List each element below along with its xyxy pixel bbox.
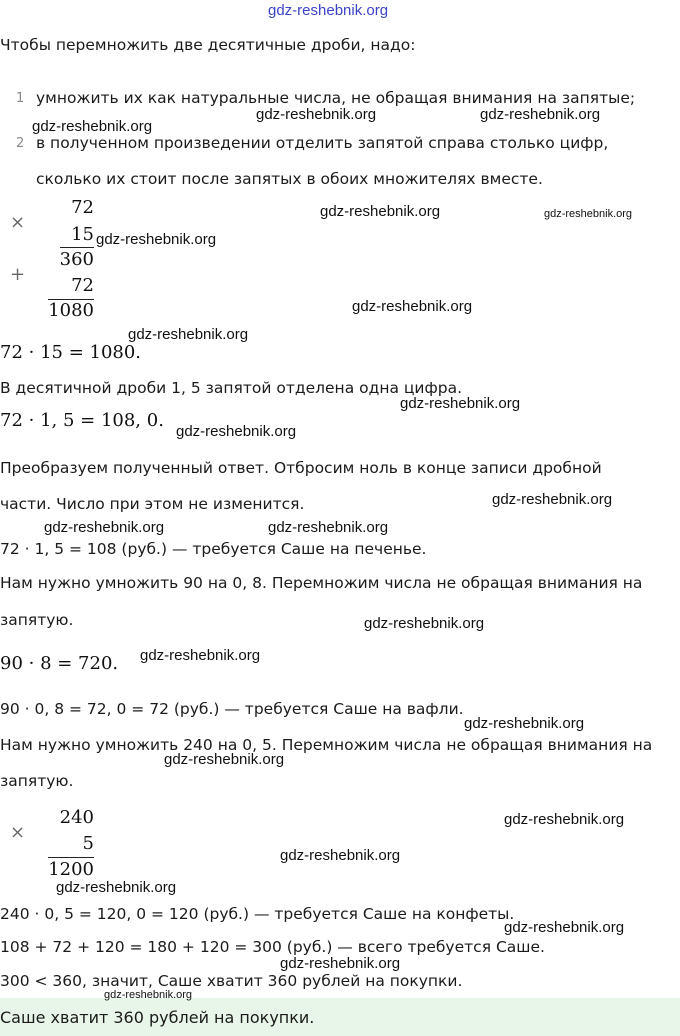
intro-text: Чтобы перемножить две десятичные дроби, надо: xyxy=(0,36,416,54)
equation: 72 · 15 = 1080. xyxy=(0,342,142,363)
watermark: gdz-reshebnik.org xyxy=(44,519,165,536)
text-line: В десятичной дроби 1, 5 запятой отделена одна цифра. xyxy=(0,379,463,397)
watermark: gdz-reshebnik.org xyxy=(364,615,485,632)
multiplicand: 72 xyxy=(71,197,94,218)
watermark: gdz-reshebnik.org xyxy=(140,647,261,664)
watermark: gdz-reshebnik.org xyxy=(256,106,377,123)
watermark: gdz-reshebnik.org xyxy=(56,879,177,896)
partial-product: 360 xyxy=(59,249,94,270)
watermark: gdz-reshebnik.org xyxy=(352,298,473,315)
watermark: gdz-reshebnik.org xyxy=(504,811,625,828)
watermark: gdz-reshebnik.org xyxy=(176,423,297,440)
text-line: Нам нужно умножить 90 на 0, 8. Перемножим числа не обращая внимания на xyxy=(0,574,643,592)
watermark: gdz-reshebnik.org xyxy=(492,491,613,508)
text-line: Преобразуем полученный ответ. Отбросим ноль в конце записи дробной xyxy=(0,459,602,477)
text-line: запятую. xyxy=(0,772,74,790)
divider-line xyxy=(48,857,94,858)
watermark: gdz-reshebnik.org xyxy=(504,919,625,936)
text-line: 108 + 72 + 120 = 180 + 120 = 300 (руб.) — всего требуется Саше. xyxy=(0,938,545,956)
list-item-text: сколько их стоит после запятых в обоих множителях вместе. xyxy=(36,170,543,188)
equation: 90 · 8 = 720. xyxy=(0,653,119,674)
list-number: 1 xyxy=(16,91,25,106)
watermark: gdz-reshebnik.org xyxy=(480,106,601,123)
watermark: gdz-reshebnik.org xyxy=(164,751,285,768)
divider-line xyxy=(60,247,94,248)
text-line: Нам нужно умножить 240 на 0, 5. Перемножим числа не обращая внимания на xyxy=(0,736,653,754)
watermark: gdz-reshebnik.org xyxy=(280,955,401,972)
text-line: 72 · 1, 5 = 108 (руб.) — требуется Саше на печенье. xyxy=(0,540,427,558)
plus-sign: + xyxy=(10,264,26,285)
watermark: gdz-reshebnik.org xyxy=(104,989,193,1001)
text-line: части. Число при этом не изменится. xyxy=(0,495,305,513)
answer-text: Саше хватит 360 рублей на покупки. xyxy=(0,1008,315,1027)
times-sign: × xyxy=(10,212,26,233)
watermark: gdz-reshebnik.org xyxy=(464,715,585,732)
list-item-text: в полученном произведении отделить запятой справа столько цифр, xyxy=(36,134,609,152)
multiplier: 15 xyxy=(71,224,94,245)
watermark: gdz-reshebnik.org xyxy=(128,326,249,343)
text-line: 300 < 360, значит, Саше хватит 360 рублей на покупки. xyxy=(0,972,463,990)
product: 1080 xyxy=(48,300,94,321)
watermark: gdz-reshebnik.org xyxy=(96,231,217,248)
text-line: 90 · 0, 8 = 72, 0 = 72 (руб.) — требуется Саше на вафли. xyxy=(0,700,464,718)
partial-product: 72 xyxy=(71,275,94,296)
product: 1200 xyxy=(48,859,94,880)
list-item-text: умножить их как натуральные числа, не обращая внимания на запятые; xyxy=(36,89,636,107)
watermark: gdz-reshebnik.org xyxy=(268,519,389,536)
watermark: gdz-reshebnik.org xyxy=(400,395,521,412)
list-number: 2 xyxy=(16,136,25,151)
site-watermark-top: gdz-reshebnik.org xyxy=(268,2,389,19)
watermark: gdz-reshebnik.org xyxy=(320,203,441,220)
times-sign: × xyxy=(10,822,26,843)
text-line: запятую. xyxy=(0,611,74,629)
watermark: gdz-reshebnik.org xyxy=(544,208,633,220)
multiplicand: 240 xyxy=(59,807,94,828)
answer-box xyxy=(0,998,680,1036)
watermark: gdz-reshebnik.org xyxy=(280,847,401,864)
text-line: 240 · 0, 5 = 120, 0 = 120 (руб.) — требуется Саше на конфеты. xyxy=(0,905,515,923)
multiplier: 5 xyxy=(82,833,94,854)
equation: 72 · 1, 5 = 108, 0. xyxy=(0,410,164,431)
watermark: gdz-reshebnik.org xyxy=(32,118,153,135)
